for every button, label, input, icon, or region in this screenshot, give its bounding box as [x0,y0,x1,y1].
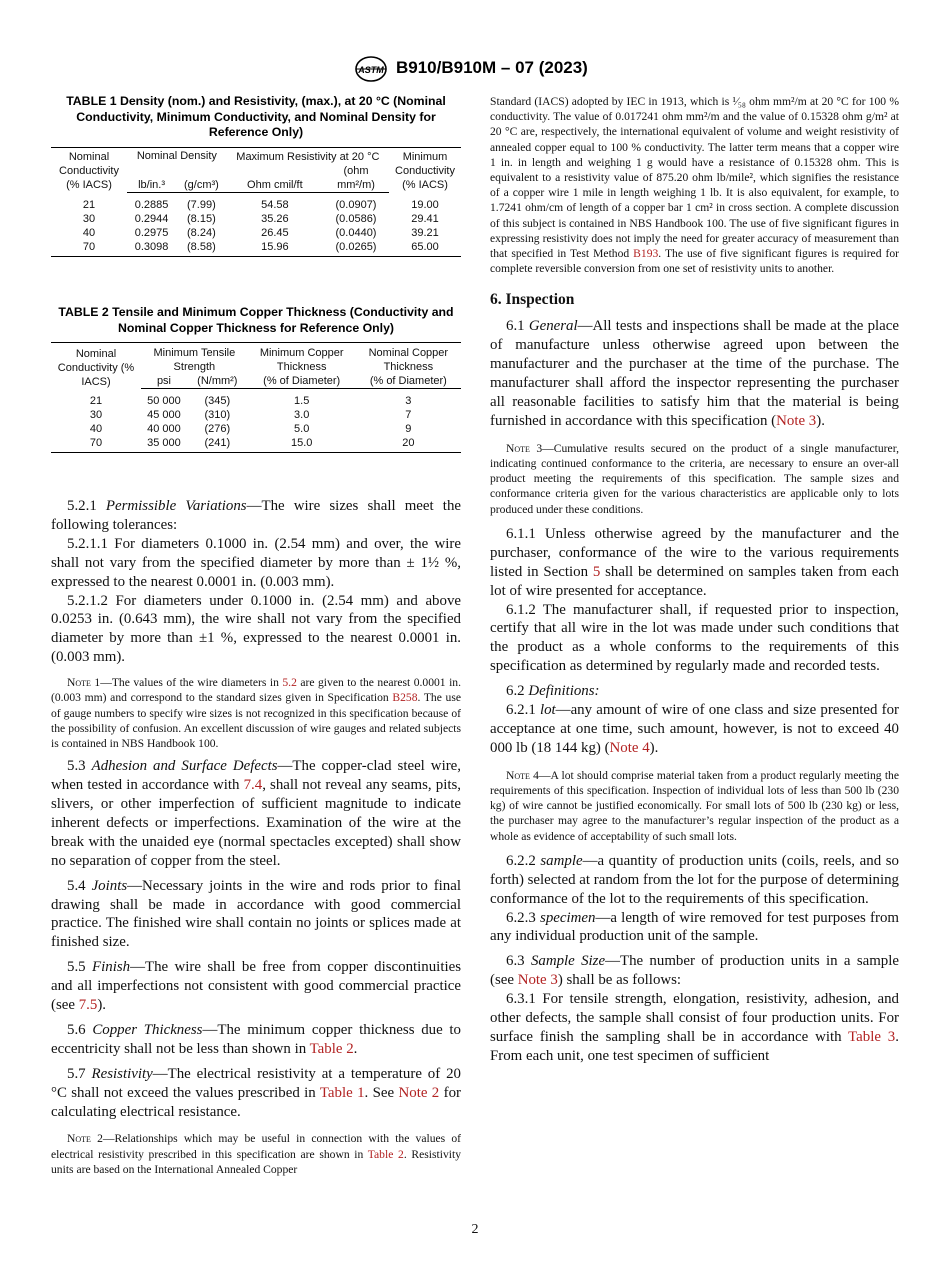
t1-h-nominal-conductivity: Nominal Conductivity (% IACS) [51,147,127,192]
t2-cell: 3 [405,395,412,407]
t2-h-nominal-conductivity: Nominal Conductivity (% IACS) [51,343,141,389]
t2-cell: 5.0 [294,423,310,435]
t1-h-min-conductivity: Minimum Conductivity (% IACS) [389,147,461,192]
table1-block [51,94,461,257]
link-note-3[interactable]: Note 3 [776,412,817,429]
table2-block [51,305,461,453]
t2-cell: (241) [187,436,248,453]
para-6-2-1: 6.2.1 lot—any amount of wire of one class and size presented for acceptance at one time, such amount, however, is not to exceed 40 000 lb (18 144 kg) (Note 4). [490,702,899,756]
t1-cell: 30 [82,212,96,225]
t2-cell: (310) [204,409,231,421]
t1-cell: 0.2885 [134,198,169,211]
t1-h-ohmcmilft: Ohm cmil/ft [227,164,323,193]
table1-caption: TABLE 1 Density (nom.) and Resistivity, (max.), at 20 °C (Nominal Conductivity, Minimum Conductivity, and Nominal Density for Reference Only) [66,94,446,139]
t2-cell: 20 [356,436,461,453]
t2-cell: 35 000 [141,436,187,453]
para-6-1: 6.1 General—All tests and inspections shall be made at the place of manufacture unless otherwise agreed upon between the manufacturer and the purchaser at the time of the purchase. The manufacturer shall afford the inspector representing the purchaser all reasonable facilities to satisfy him that the material is being furnished in accordance with this specification (Note 3). [490,318,899,429]
para-6-1-2: 6.1.2 The manufacturer shall, if requested prior to inspection, certify that all wire in the lot was made under such conditions that the product as a whole conforms to the requirements of this specification as determined by regularly made and recorded tests. [490,601,899,675]
t2-h-nmm2: (N/mm²) [187,374,248,389]
t2-cell: 21 [89,395,103,407]
t1-cell: (8.15) [187,212,216,225]
note-2-continued: Standard (IACS) adopted by IEC in 1913, which is ¹⁄₅₈ ohm mm²/m at 20 °C for 100 % conductivity. The value of 0.017241 ohm mm²/m and the value of 0.15328 ohm g/m² at 20 °C are, respectively, the international equivalent of volume and weight resistivity of annealed copper equal to 100 % conductivity. The latter term means that a copper wire 1 in. in length and weighing 1 g would have a resistance of 0.15328 ohm. This is equivalent to a resistivity value of 875.20 ohm lb/mile², which signifies the resistance of a copper wire 1 mile in length weighing 1 lb. It is also equivalent, for example, to 1.7241 ohm/cm of length of a copper bar 1 cm² in cross section. A complete discussion of this subject is contained in NBS Handbook 100. The use of five significant figures in expressing resistivity does not imply the need for greater accuracy of measurement than that specified in Test Method B193. The use of five significant figures is required for complete reversible conversion from one set of resistivity units to another. [490,95,899,276]
link-table-2[interactable]: Table 2 [367,1147,404,1161]
t2-cell: 40 [89,423,103,435]
t2-cell: 15.0 [248,436,356,453]
note-4: Note 4—A lot should comprise material taken from a product regularly meeting the requirements of this specification. Inspection of individual lots of less than 500 lb (230 kg) of wire cannot be justified economically. For small lots of 500 lb (230 kg) or less, the purchaser may agree to the manufacturer’s regular inspection of the product as a whole as evidence of acceptability of such small lots. [490,768,899,843]
t1-cell: 40 [82,226,96,239]
table-row [51,192,461,212]
t1-cell: 35.26 [261,212,289,225]
table-row [51,212,461,226]
t1-cell: 0.2944 [134,212,169,225]
note-3: Note 3—Cumulative results secured on the product of a single manufacturer, indicating continued conformance to the criteria, are necessary to ensure an over-all product meeting the requirements of this specification. The sample sizes and conformance criteria given for the various characteristics are applicable only to lots produced under these conditions. [490,441,899,516]
t1-h-gcm3: (g/cm³) [176,164,227,193]
link-note-2[interactable]: Note 2 [398,1084,440,1101]
table-row [51,389,461,409]
page-number: 2 [471,1222,479,1237]
t2-cell: (345) [204,395,231,407]
t2-cell: (276) [204,423,231,435]
para-5-6: 5.6 Copper Thickness—The minimum copper thickness due to eccentricity shall not be less than shown in Table 2. [51,1021,461,1057]
page-header [0,56,950,82]
para-6-2-3: 6.2.3 specimen—a length of wire removed for test purposes from any individual production unit of the sample. [490,909,899,945]
para-5-2-1-2: 5.2.1.2 For diameters under 0.1000 in. (2.54 mm) and above 0.0253 in. (0.643 mm), the wire shall not vary from the specified diameter by more than ±1 %, expressed to the nearest 0.0001 in. (0.003 mm). [51,592,461,666]
t1-h-nominal-density: Nominal Density [127,147,227,164]
table-row [51,240,461,257]
link-7-5[interactable]: 7.5 [78,997,98,1014]
t1-cell: 54.58 [261,198,289,211]
para-5-4: 5.4 Joints—Necessary joints in the wire and rods prior to final drawing shall be made in accordance with good commercial practice. The finished wire shall contain no joints or splices made at finished size. [51,877,461,951]
t1-cell: (0.0586) [335,212,377,225]
svg-text:ASTM: ASTM [358,65,384,75]
t1-cell: 39.21 [411,226,439,239]
t1-cell: 65.00 [389,240,461,257]
t2-cell: 70 [51,436,141,453]
para-6-3: 6.3 Sample Size—The number of production units in a sample (see Note 3) shall be as follows: [490,953,899,989]
para-6-2: 6.2 Definitions: [506,683,600,700]
t1-cell: (0.0440) [335,226,377,239]
t2-h-min-copper: Minimum Copper Thickness [248,343,356,375]
left-body-text [51,497,461,1177]
link-table-2[interactable]: Table 2 [309,1040,354,1057]
t1-cell: (8.24) [187,226,216,239]
t1-h-ohmmm2m: (ohm mm²/m) [323,164,389,193]
t2-cell: 3.0 [294,409,310,421]
t2-cell: 40 000 [147,423,181,435]
t1-cell: (0.0265) [323,240,389,257]
para-5-2-1: 5.2.1 Permissible Variations—The wire sizes shall meet the following tolerances: [51,498,461,533]
para-5-5: 5.5 Finish—The wire shall be free from copper discontinuities and all imperfections not consistent with good commercial practice (see 7.5). [51,959,461,1014]
table1 [51,147,461,257]
link-table-1[interactable]: Table 1 [319,1084,365,1101]
para-6-3-1: 6.3.1 For tensile strength, elongation, resistivity, adhesion, and other defects, the sample shall consist of four production units. For surface finish the sampling shall be in accordance with Table 3. From each unit, one test specimen of sufficient [490,991,899,1064]
link-table-3[interactable]: Table 3 [848,1028,896,1045]
t2-h-pct-diam: (% of Diameter) [248,374,356,389]
para-6-2-2: 6.2.2 sample—a quantity of production units (coils, reels, and so forth) selected at random from the lot for the purpose of determining conformance of the lot to the requirements of this specification. [490,852,899,907]
table2-caption: TABLE 2 Tensile and Minimum Copper Thickness (Conductivity and Nominal Copper Thickness for Reference Only) [58,305,454,335]
para-5-7: 5.7 Resistivity—The electrical resistivity at a temperature of 20 °C shall not exceed the values prescribed in Table 1. See Note 2 for calculating electrical resistance. [51,1065,461,1120]
t2-cell: 1.5 [294,395,310,407]
t2-cell: 50 000 [147,395,181,407]
t2-cell: 30 [89,409,103,421]
t1-cell: 21 [82,198,96,211]
t1-cell: 70 [51,240,127,257]
link-5-2[interactable]: 5.2 [282,676,297,690]
table2 [51,342,461,453]
note-1: Note 1—The values of the wire diameters in 5.2 are given to the nearest 0.0001 in. (0.003 mm) and correspond to the standard sizes given in Specification B258. The use of gauge numbers to specify wire sizes is not recognized in this specification because of the possibility of confusion. An excellent discussion of wire gauges and related subjects is contained in NBS Handbook 100. [51,676,462,750]
t2-h-min-tensile: Minimum Tensile Strength [141,343,248,375]
t1-cell: (8.58) [176,240,227,257]
t1-cell: (0.0907) [335,198,377,211]
t1-cell: 15.96 [227,240,323,257]
t2-cell: 45 000 [147,409,181,421]
table-row [51,422,461,436]
right-body-text [490,94,899,1066]
section-6-heading: 6. Inspection [490,291,575,309]
t2-h-pct-diam: (% of Diameter) [356,374,461,389]
t1-cell: (7.99) [187,198,216,211]
t2-h-psi: psi [141,374,187,389]
table-row [51,226,461,240]
link-7-4[interactable]: 7.4 [243,777,263,794]
t1-h-max-resistivity: Maximum Resistivity at 20 °C [227,147,389,164]
astm-logo-icon [354,56,388,82]
t1-cell: 29.41 [411,212,439,225]
link-note-3[interactable]: Note 3 [517,972,558,989]
para-5-3: 5.3 Adhesion and Surface Defects—The copper-clad steel wire, when tested in accordance with 7.4, shall not reveal any seams, pits, slivers, or other imperfection of sufficient magnitude to indicate inherent defects or imperfections. Examination of the wire at the break with the unaided eye (normal spectacles excepted) shall show no separation of copper from the steel. [51,758,461,869]
note-2: Note 2—Relationships which may be useful in connection with the values of electrical resistivity prescribed in this specification are shown in Table 2. Resistivity units are based on the International Annealed Copper [51,1132,462,1176]
t1-cell: 0.2975 [134,226,169,239]
table-row [51,436,461,453]
t1-cell: 0.3098 [127,240,176,257]
para-6-1-1: 6.1.1 Unless otherwise agreed by the manufacturer and the purchaser, conformance of the wire to the various requirements listed in Section 5 shall be determined on samples taken from each lot of wire presented for acceptance. [490,525,899,599]
t1-h-lbin3: lb/in.³ [127,164,176,193]
para-5-2-1-1: 5.2.1.1 For diameters 0.1000 in. (2.54 mm) and over, the wire shall not vary from the specified diameter by more than ± 1½ %, expressed to the nearest 0.0001 in. (0.003 mm). [51,535,461,590]
link-b193[interactable]: B193 [633,247,659,261]
table-row [51,408,461,422]
link-section-5[interactable]: 5 [592,563,601,580]
link-note-4[interactable]: Note 4 [609,739,650,756]
t1-cell: 19.00 [411,198,439,211]
t2-h-nom-copper: Nominal Copper Thickness [356,343,461,375]
t2-cell: 9 [405,423,412,435]
standard-designation: B910/B910M – 07 (2023) [396,58,588,77]
t1-cell: 26.45 [261,226,289,239]
link-b258[interactable]: B258 [392,691,418,705]
t2-cell: 7 [405,409,412,421]
